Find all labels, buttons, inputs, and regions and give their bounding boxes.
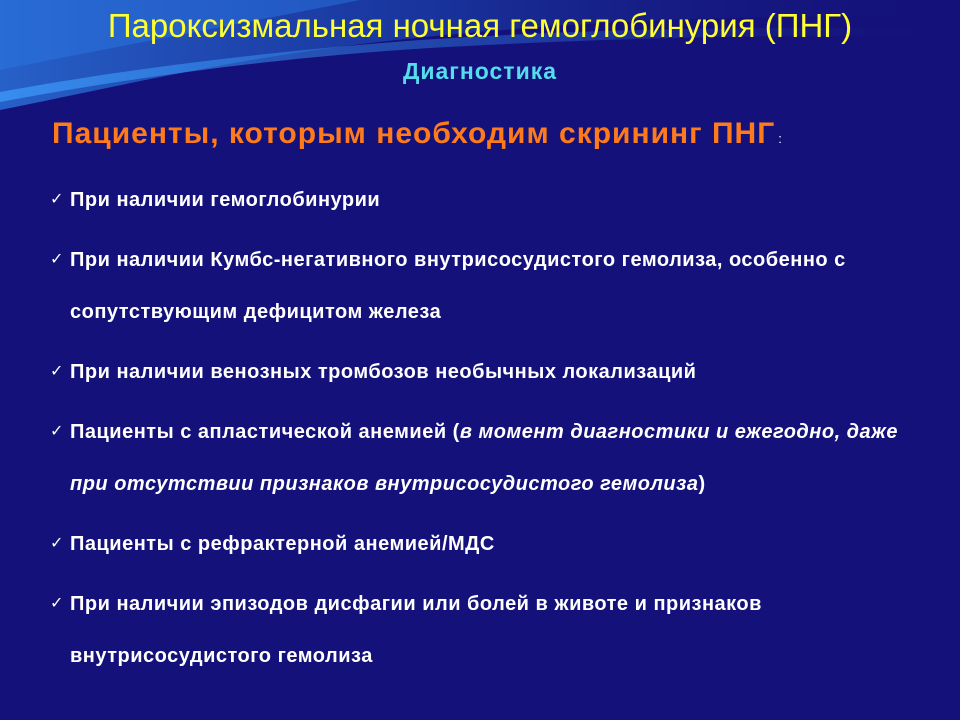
criteria-item-refractory-anemia	[50, 518, 930, 570]
screening-criteria-list	[50, 174, 930, 690]
criteria-item-coombs-negative-hemolysis	[50, 234, 930, 338]
criteria-item-text: При наличии венозных тромбозов необычных локализаций	[70, 361, 697, 383]
criteria-item-text: При наличии гемоглобинурии	[70, 189, 381, 211]
criteria-item-text: При наличии эпизодов дисфагии или болей в животе и признаков внутрисосудистого гемолиза	[70, 593, 762, 667]
slide-subtitle: Диагностика	[402, 58, 558, 84]
criteria-item-text: Пациенты с рефрактерной анемией/МДС	[70, 533, 495, 555]
criteria-item-suffix: )	[698, 473, 706, 495]
criteria-heading-text: Пациенты, которым необходим скрининг ПНГ	[52, 117, 776, 150]
criteria-item-hemoglobinuria	[50, 174, 930, 226]
checkmark-icon: ✓	[50, 535, 64, 552]
criteria-heading	[52, 114, 782, 159]
criteria-item-aplastic-anemia	[50, 406, 930, 510]
criteria-item-text: Пациенты с апластической анемией (	[70, 421, 460, 443]
criteria-item-dysphagia-abdominal-pain	[50, 578, 930, 682]
criteria-item-venous-thrombosis	[50, 346, 930, 398]
criteria-heading-colon: :	[778, 131, 782, 146]
checkmark-icon: ✓	[50, 363, 64, 380]
checkmark-icon: ✓	[50, 251, 64, 268]
criteria-item-emphasis: в момент диагностики и ежегодно, даже при отсутствии признаков внутрисосудистого гемолиза	[70, 421, 899, 495]
checkmark-icon: ✓	[50, 423, 64, 440]
checkmark-icon: ✓	[50, 595, 64, 612]
checkmark-icon: ✓	[50, 191, 64, 208]
criteria-item-text: При наличии Кумбс-негативного внутрисосудистого гемолиза, особенно с сопутствующим дефицитом железа	[70, 249, 846, 323]
slide-title: Пароксизмальная ночная гемоглобинурия (ПНГ)	[107, 7, 853, 44]
